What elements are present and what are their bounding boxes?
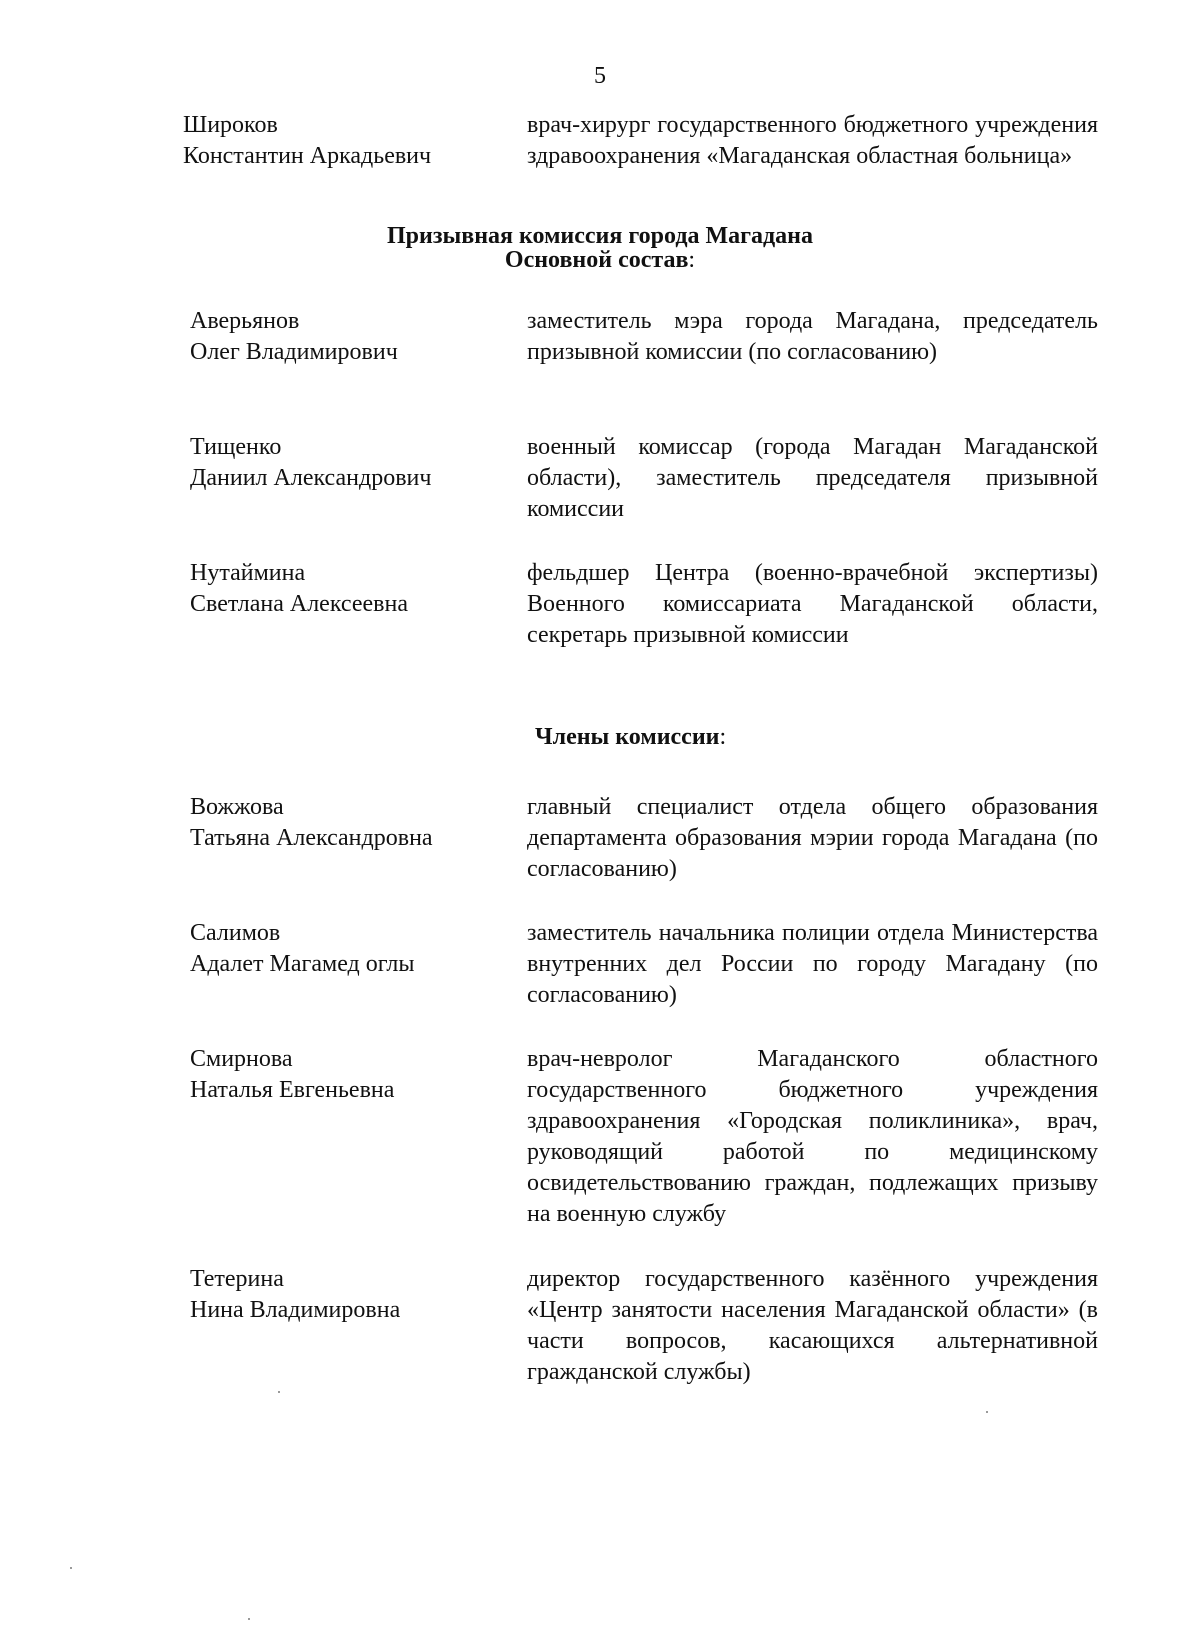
given-names: Светлана Алексеевна (190, 591, 408, 617)
person-role: заместитель начальника полиции отдела Министерства внутренних дел России по городу Магадану (по согласованию) (527, 920, 1098, 1008)
main-staff-title-text: Основной состав (504, 247, 689, 273)
surname: Салимов (190, 920, 281, 946)
given-names: Адалет Магамед оглы (190, 951, 415, 977)
members-title (535, 723, 726, 751)
scan-speck (70, 1567, 72, 1569)
person-name (190, 1044, 490, 1106)
scan-speck (278, 1391, 280, 1393)
given-names: Олег Владимирович (190, 339, 398, 365)
colon: : (719, 724, 727, 750)
person-name (190, 558, 490, 620)
scan-speck (248, 1618, 250, 1620)
person-name (190, 1264, 490, 1326)
given-names: Татьяна Александровна (190, 825, 433, 851)
surname: Широков (183, 112, 278, 138)
surname: Смирнова (190, 1046, 293, 1072)
person-name (183, 110, 483, 172)
person-role: врач-хирург государственного бюджетного учреждения здравоохранения «Магаданская областная больница» (527, 112, 1098, 169)
commission-title: Призывная комиссия города Магадана (387, 223, 813, 249)
main-staff-title (0, 247, 1200, 273)
surname: Аверьянов (190, 308, 300, 334)
person-name (190, 918, 490, 980)
scan-speck (986, 1411, 988, 1413)
person-role: заместитель мэра города Магадана, председатель призывной комиссии (по согласованию) (527, 308, 1098, 365)
given-names: Даниил Александрович (190, 465, 432, 491)
given-names: Нина Владимировна (190, 1297, 401, 1323)
colon: : (688, 247, 696, 273)
surname: Нутаймина (190, 560, 306, 586)
person-role: военный комиссар (города Магадан Магаданской области), заместитель председателя призывной комиссии (527, 434, 1098, 522)
page-number: 5 (594, 63, 606, 89)
person-name (190, 306, 490, 368)
surname: Вожжова (190, 794, 284, 820)
person-name (190, 432, 490, 494)
surname: Тищенко (190, 434, 282, 460)
members-title-text: Члены комиссии (535, 724, 720, 750)
person-role: фельдшер Центра (военно-врачебной экспертизы) Военного комиссариата Магаданской области, секретарь призывной комиссии (527, 560, 1098, 648)
person-role: главный специалист отдела общего образования департамента образования мэрии города Магадана (по согласованию) (527, 794, 1098, 882)
person-role: врач-невролог Магаданского областного государственного бюджетного учреждения здравоохранения «Городская поликлиника», врач, руководящий работой по медицинскому освидетельствованию граждан, подлежащих призыву на военную службу (527, 1046, 1098, 1227)
person-role: директор государственного казённого учреждения «Центр занятости населения Магаданской области» (в части вопросов, касающихся альтернативной гражданской службы) (527, 1266, 1098, 1385)
person-name (190, 792, 490, 854)
given-names: Наталья Евгеньевна (190, 1077, 395, 1103)
given-names: Константин Аркадьевич (183, 143, 432, 169)
surname: Тетерина (190, 1266, 284, 1292)
